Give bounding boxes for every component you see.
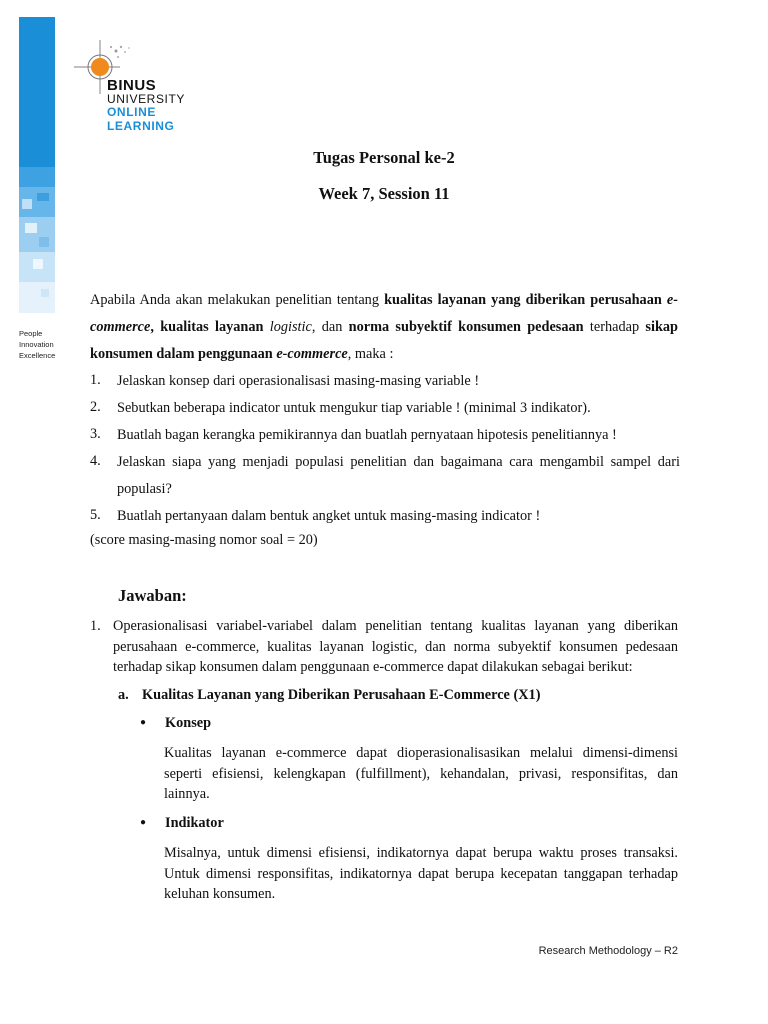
question-number: 1.	[90, 372, 101, 388]
document-subtitle: Week 7, Session 11	[318, 184, 450, 203]
intro-text-1: Apabila Anda akan melakukan penelitian tentang	[90, 292, 385, 308]
question-text: Buatlah pertanyaan dalam bentuk angket untuk masing-masing indicator !	[117, 508, 541, 524]
intro-text-2: , dan	[311, 319, 349, 335]
sub-heading-letter: a.	[118, 687, 129, 703]
bullet-icon: ●	[140, 717, 147, 728]
intro-paragraph	[90, 287, 678, 368]
question-text: Jelaskan konsep dari operasionalisasi masing-masing variable !	[117, 373, 480, 389]
page-footer: Research Methodology – R2	[538, 945, 678, 957]
question-number: 3.	[90, 426, 101, 442]
question-number: 4.	[90, 453, 101, 469]
intro-bold-4: sikap konsumen dalam penggunaan	[90, 319, 678, 362]
intro-text-3: terhadap	[583, 319, 646, 335]
question-item	[90, 395, 680, 422]
tagline-people: People	[19, 329, 43, 338]
question-text: Buatlah bagan kerangka pemikirannya dan buatlah pernyataan hipotesis penelitiannya !	[117, 427, 617, 443]
intro-bold-1: kualitas layanan yang diberikan perusahaan	[384, 292, 667, 308]
intro-text-4: , maka :	[347, 346, 394, 362]
sub-heading-title: Kualitas Layanan yang Diberikan Perusahaan E-Commerce (X1)	[142, 687, 541, 703]
answer-heading: Jawaban:	[118, 586, 187, 605]
question-item	[90, 449, 680, 503]
logo-line-online: ONLINE	[107, 105, 156, 119]
bullet-body: Kualitas layanan e-commerce dapat dioperasionalisasikan melalui dimensi-dimensi seperti efisiensi, kelengkapan (fulfillment), kehandalan, privasi, responsifitas, dan lainnya.	[164, 745, 678, 802]
logo-text	[107, 79, 185, 133]
answer-item	[90, 616, 678, 678]
score-note: (score masing-masing nomor soal = 20)	[90, 532, 318, 548]
tagline	[19, 328, 55, 361]
question-text: Sebutkan beberapa indicator untuk mengukur tiap variable ! (minimal 3 indikator).	[117, 400, 591, 416]
question-item	[90, 503, 680, 530]
answer-number: 1.	[90, 618, 101, 634]
intro-bold-2: , kualitas layanan	[150, 319, 270, 335]
bullet-label: Indikator	[165, 815, 224, 831]
question-text: Jelaskan siapa yang menjadi populasi penelitian dan bagaimana cara mengambil sampel dari populasi?	[117, 454, 680, 497]
bullet-heading	[140, 715, 211, 732]
bullet-body: Misalnya, untuk dimensi efisiensi, indikatornya dapat berupa waktu proses transaksi. Untuk dimensi responsifitas, indikatornya dapat berupa kecepatan tanggapan terhadap keluhan konsumen.	[164, 845, 678, 902]
intro-bold-3: norma subyektif konsumen pedesaan	[348, 319, 584, 335]
sub-heading-a	[118, 687, 540, 704]
logo-line-university: UNIVERSITY	[107, 91, 186, 106]
bullet-label: Konsep	[165, 715, 212, 731]
question-item	[90, 368, 680, 395]
bullet-icon: ●	[140, 817, 147, 828]
logo-line-binus: BINUS	[107, 77, 157, 94]
document-title: Tugas Personal ke-2	[313, 148, 455, 167]
bullet-heading	[140, 815, 224, 832]
tagline-excellence: Excellence	[19, 351, 56, 360]
answer-text: Operasionalisasi variabel-variabel dalam penelitian tentang kualitas layanan yang diberikan perusahaan e-commerce, kualitas layanan logistic, dan norma subyektif konsumen pedesaan terhadap sikap konsumen dalam penggunaan e-commerce dapat dilakukan sebagai berikut:	[113, 618, 678, 675]
intro-italic-2: logistic	[269, 319, 312, 335]
question-number: 2.	[90, 399, 101, 415]
intro-bold-italic-3: e-commerce	[276, 346, 348, 362]
tagline-innovation: Innovation	[19, 340, 54, 349]
question-item	[90, 422, 680, 449]
question-number: 5.	[90, 507, 101, 523]
logo-line-learning: LEARNING	[107, 118, 175, 133]
intro-bold-italic-1: e-commerce	[90, 292, 678, 335]
